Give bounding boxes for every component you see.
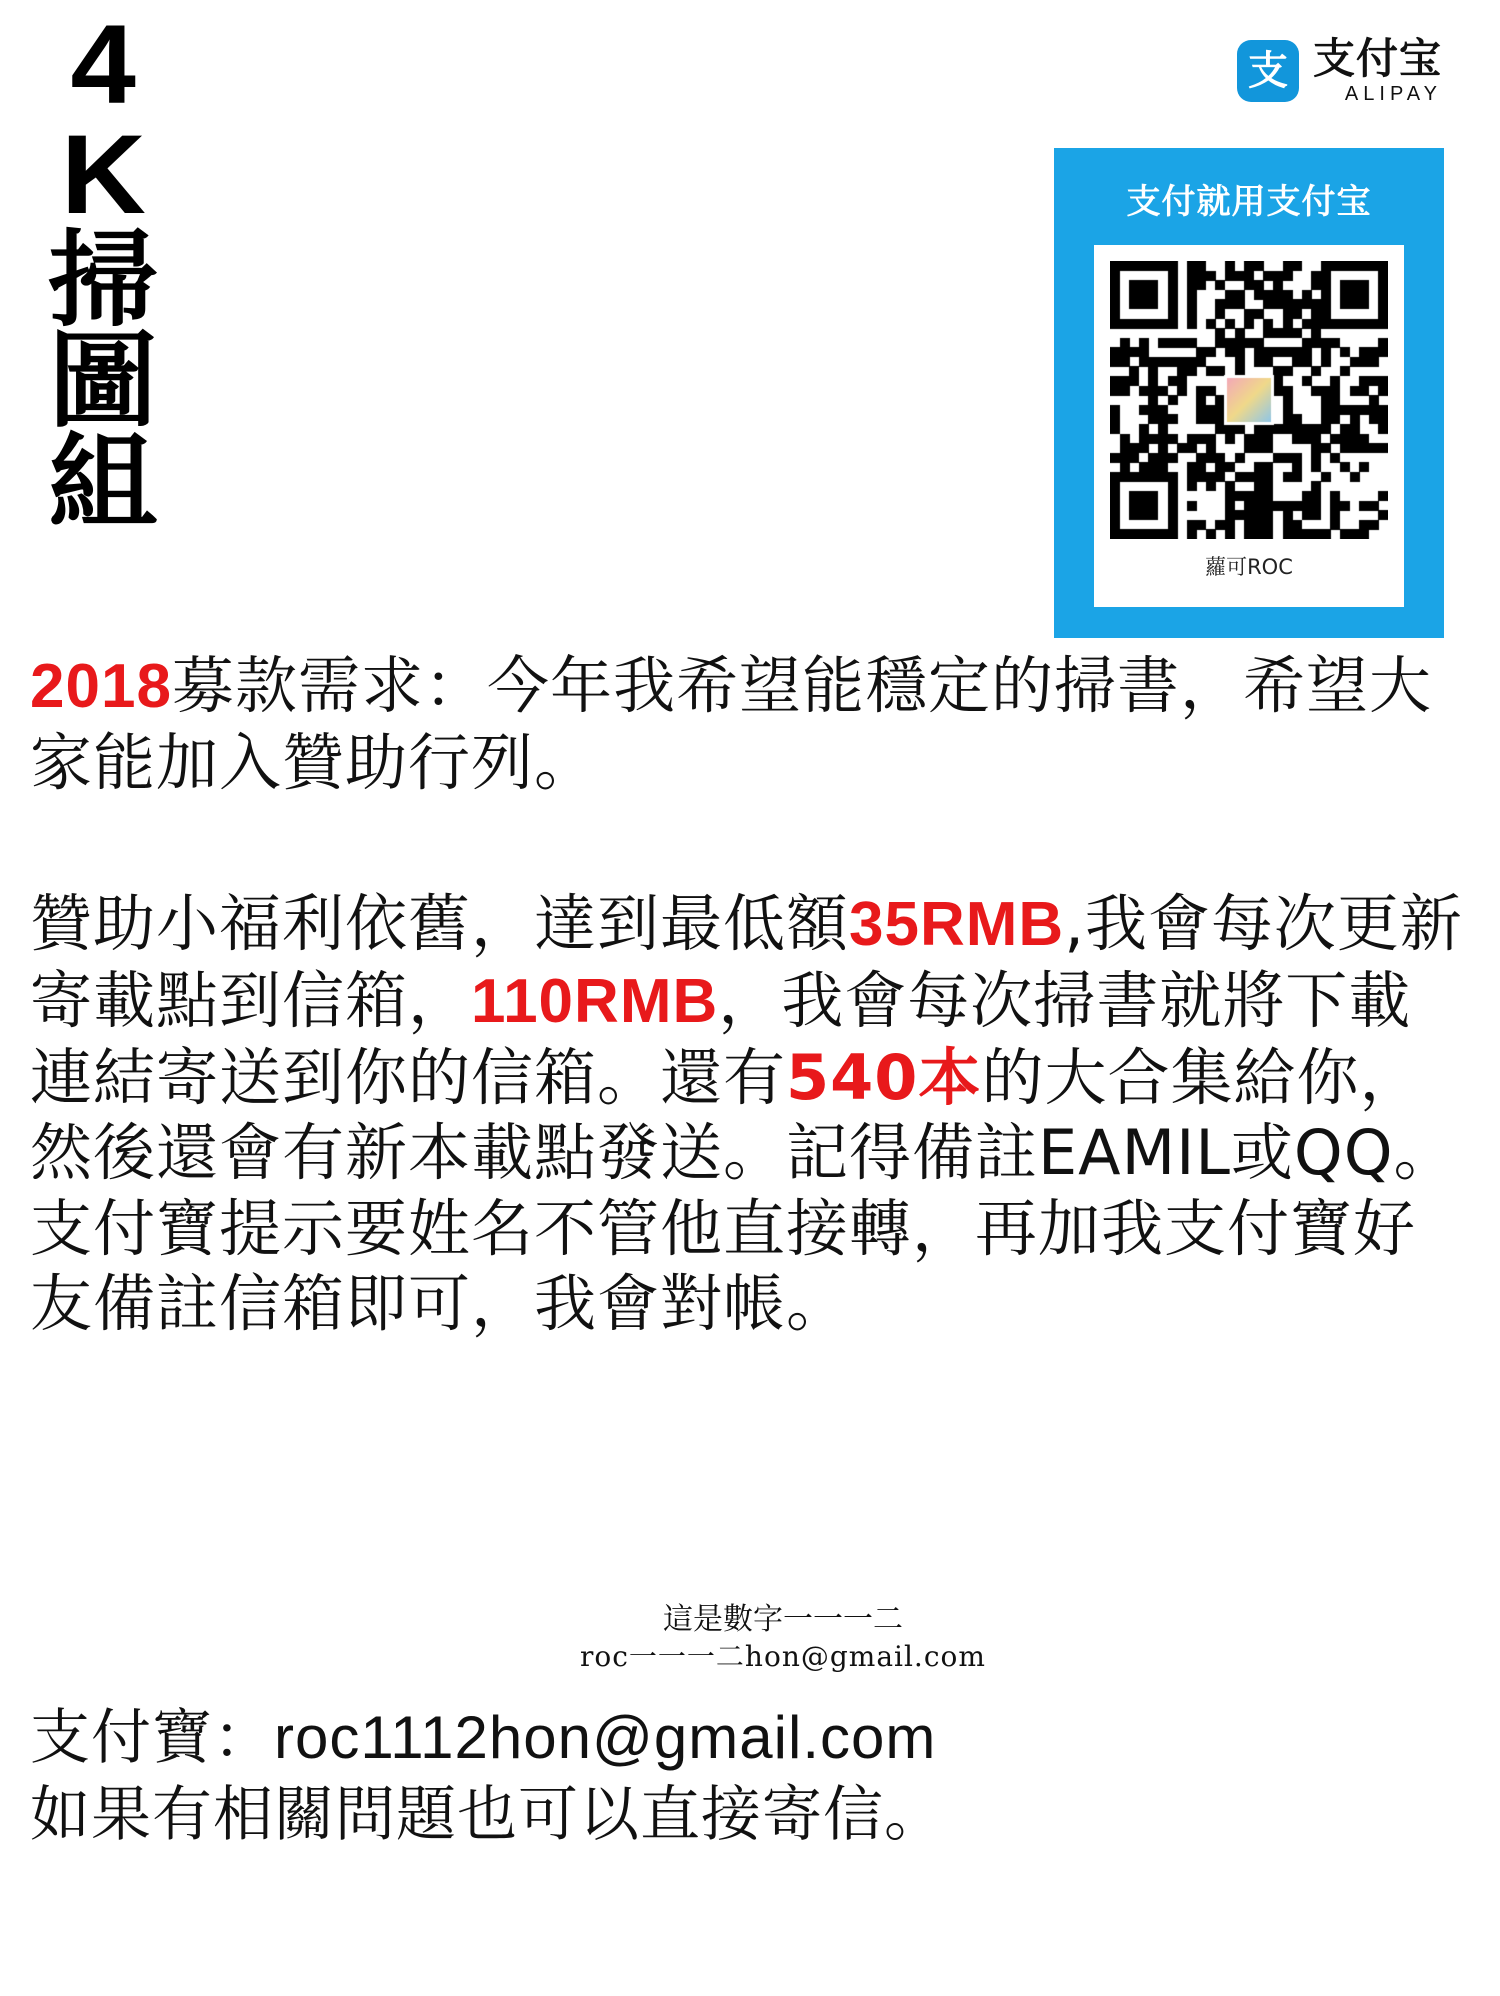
amount-35rmb: 35RMB xyxy=(849,890,1065,960)
year-2018: 2018 xyxy=(30,652,172,721)
paragraph-1-text: 募款需求：今年我希望能穩定的掃書，希望大家能加入贊助行列。 xyxy=(30,649,1432,799)
note-line-1: 這是數字一一一二 xyxy=(662,1602,903,1637)
amount-540-books: 540本 xyxy=(786,1040,982,1114)
email-clarification-note xyxy=(580,1600,986,1675)
title-char-4: 圖 xyxy=(48,320,158,443)
qr-account-name: 蘿可ROC xyxy=(1205,555,1293,579)
alipay-wordmark xyxy=(1312,34,1442,105)
alipay-name-cn: 支付宝 xyxy=(1312,34,1442,83)
alipay-name-en: ALIPAY xyxy=(1344,83,1442,105)
page-title-vertical xyxy=(28,2,178,545)
alipay-logo xyxy=(1237,34,1442,105)
qr-card-heading: 支付就用支付宝 xyxy=(1126,182,1372,222)
title-char-2: K xyxy=(60,111,146,237)
alipay-mark-icon: 支 xyxy=(1237,40,1299,102)
footer-contact xyxy=(30,1700,1470,1854)
qr-code-image xyxy=(1110,261,1388,539)
alipay-qr-card xyxy=(1054,148,1444,638)
title-char-1: 4 xyxy=(70,2,136,127)
rewards-seg-2: ,我會每次更新寄載點到信箱， xyxy=(30,887,1463,1037)
qr-card-white-panel xyxy=(1094,245,1404,607)
paragraph-rewards xyxy=(30,886,1470,1342)
footer-alipay-line xyxy=(30,1700,1470,1777)
footer-contact-note: 如果有相關問題也可以直接寄信。 xyxy=(30,1779,945,1850)
rewards-seg-4: 的大合集給你，然後還會有新本載點發送。記得備註EAMIL或QQ。支付寶提示要姓名不管他直接轉，再加我支付寶好友備註信箱即可，我會對帳。 xyxy=(30,1040,1457,1341)
footer-alipay-email: roc1112hon@gmail.com xyxy=(274,1704,937,1771)
title-char-3: 掃 xyxy=(48,218,158,341)
body-text xyxy=(30,648,1470,1342)
footer-alipay-label: 支付寶： xyxy=(30,1703,274,1773)
rewards-seg-1: 贊助小福利依舊，達到最低額 xyxy=(30,887,850,961)
amount-110rmb: 110RMB xyxy=(471,966,719,1036)
note-line-2: roc一一一二hon@gmail.com xyxy=(580,1640,986,1673)
title-char-5: 組 xyxy=(48,422,158,545)
paragraph-funding-goal xyxy=(30,648,1470,800)
rewards-seg-3: ，我會每次掃書就將下載連結寄送到你的信箱。還有 xyxy=(30,963,1412,1114)
